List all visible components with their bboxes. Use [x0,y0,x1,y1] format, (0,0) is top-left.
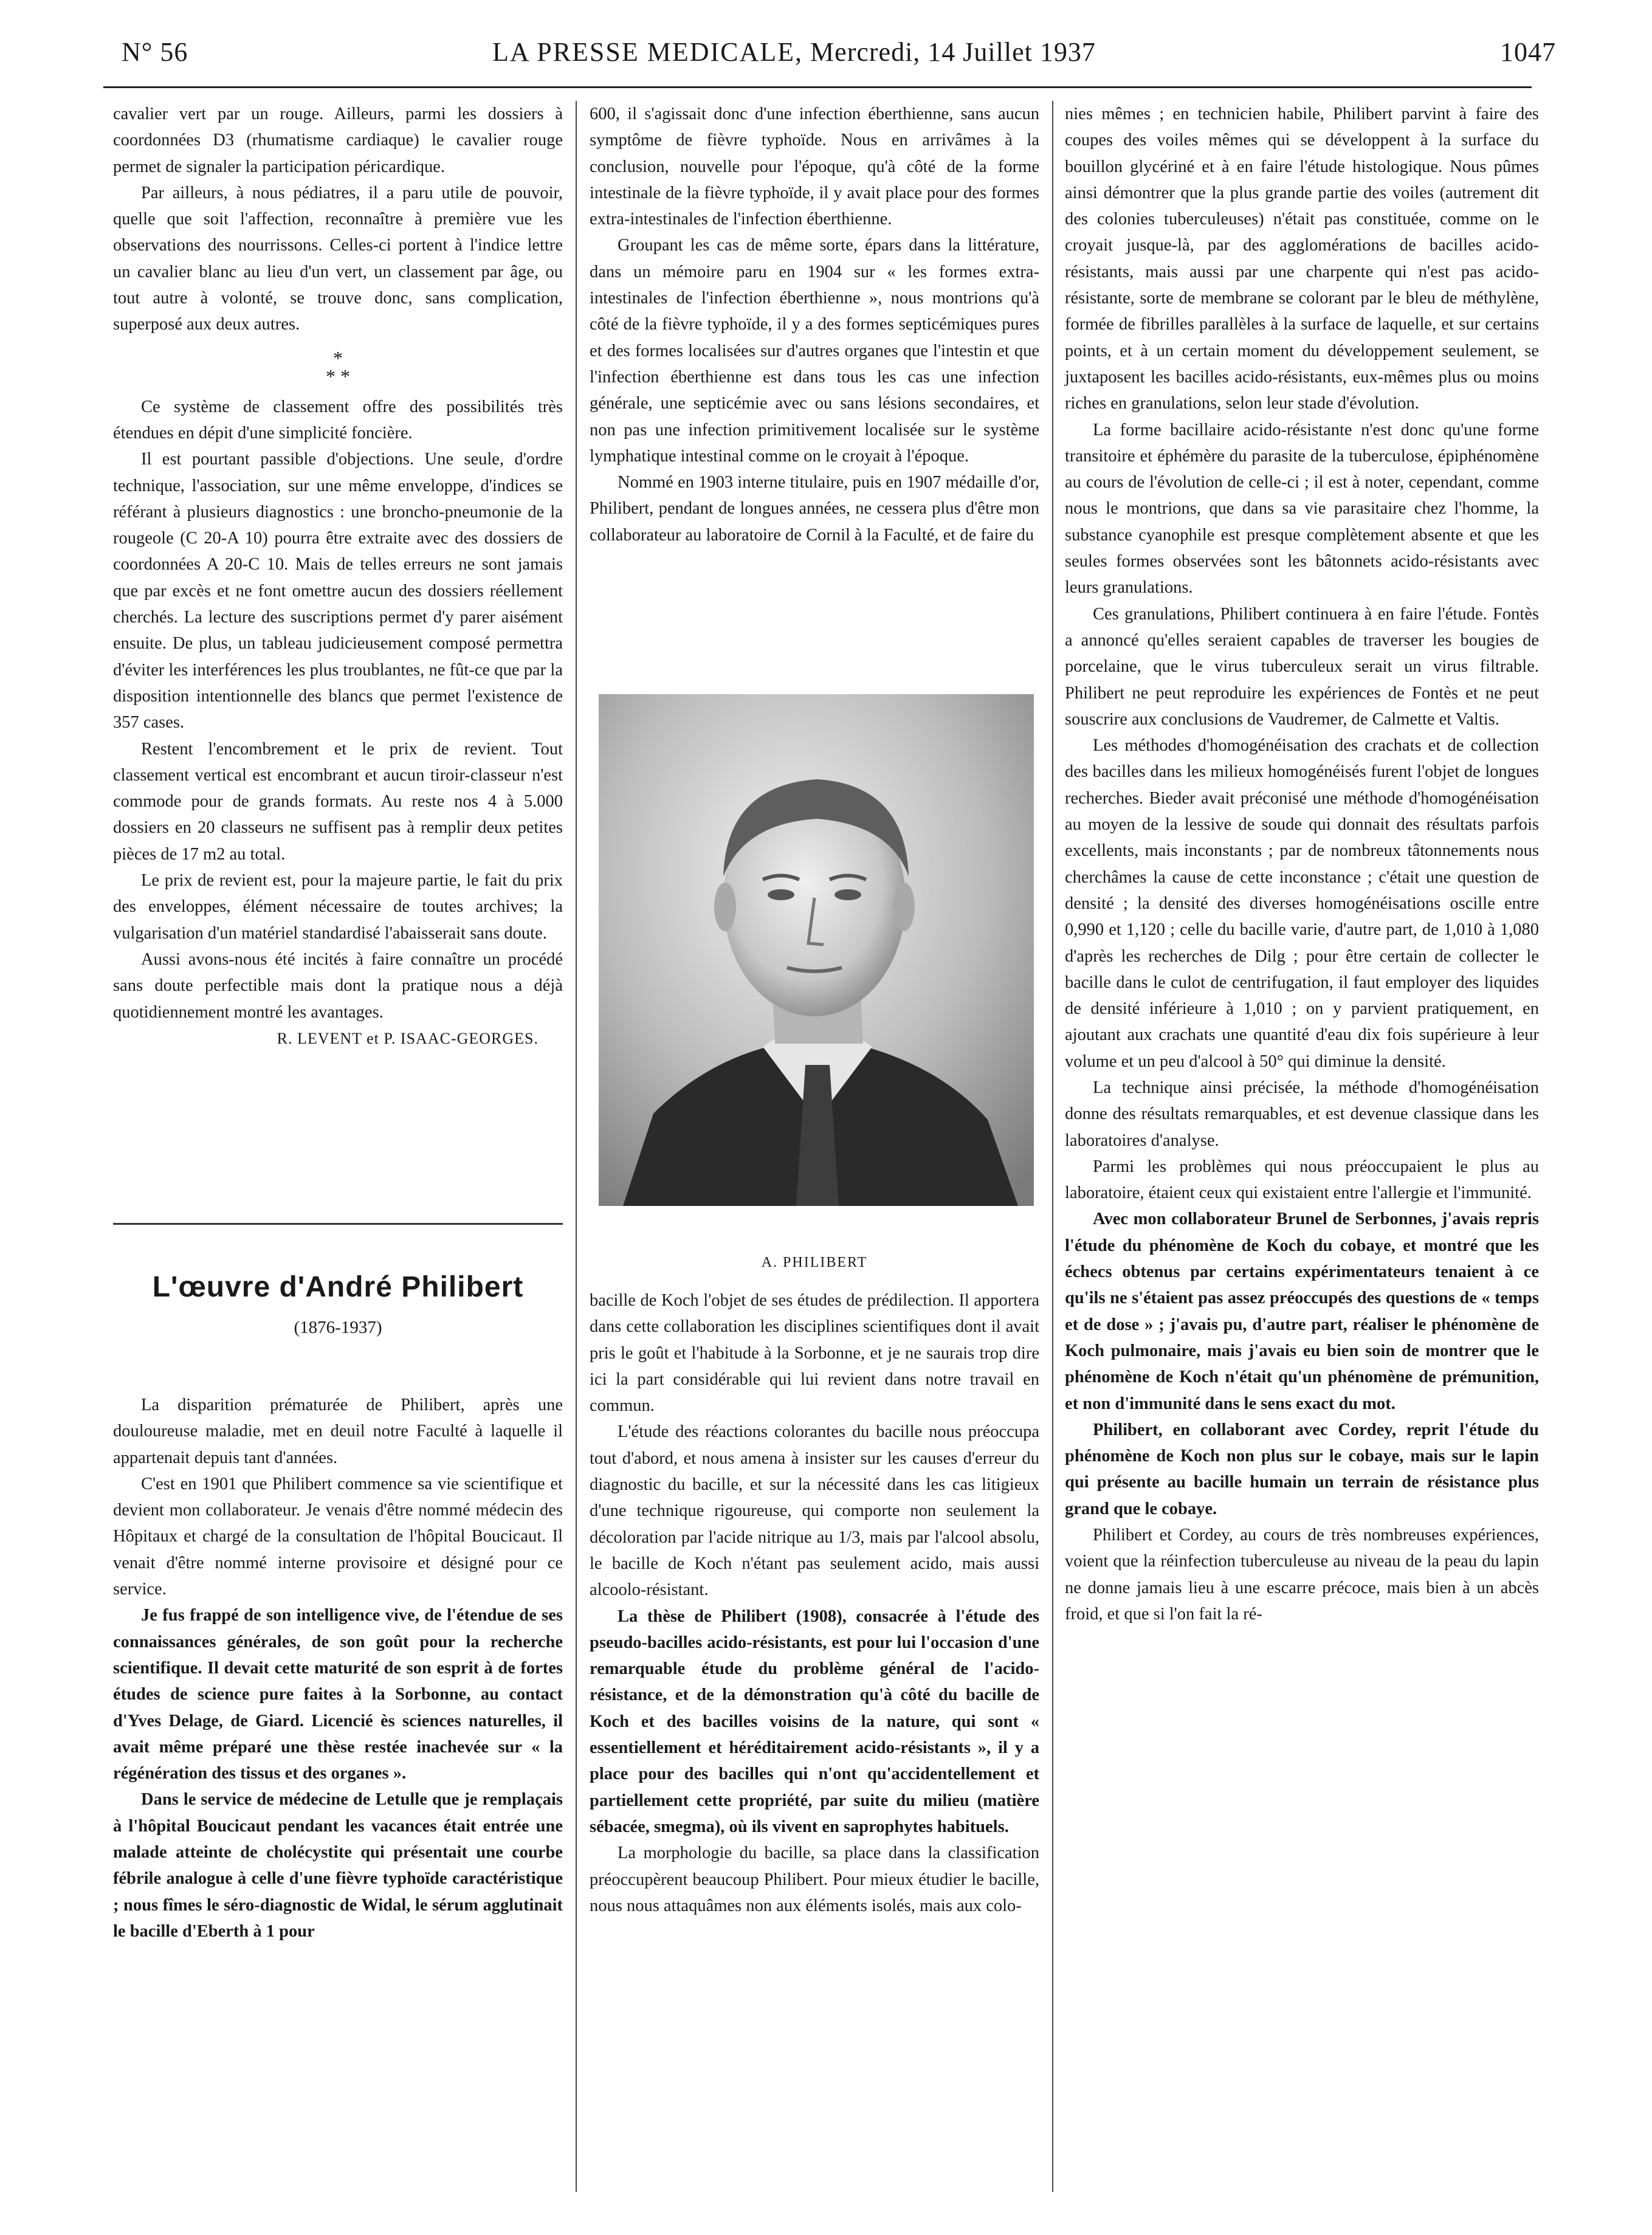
paragraph: L'étude des réactions colorantes du bacille nous préoccupa tout d'abord, et nous amena à insister sur les causes d'erreur du diagnostic du bacille, et sur la nécessité dans les cas litigieux d'une technique rigoureuse, qui comporte non seulement la décoloration par l'acide nitrique au 1/3, mais par l'alcool absolu, le bacille de Koch n'étant pas seulement acido, mais aussi alcoolo-résistant. [590,1422,1039,1600]
paragraph: Parmi les problèmes qui nous préoccupaient le plus au laboratoire, étaient ceux qui existaient entre l'allergie et l'immunité. [1065,1157,1539,1203]
column-rule-left [576,101,577,2192]
paragraph: Philibert et Cordey, au cours de très nombreuses expériences, voient que la réinfection tuberculeuse au niveau de la peau du lapin ne donne jamais lieu à une escarre précoce, mais bien à un abcès froid, et que si l'on fait la ré- [1065,1526,1539,1624]
column-2-bottom [590,1287,1039,1919]
paragraph: La disparition prématurée de Philibert, après une douloureuse maladie, met en deuil notre Faculté à laquelle il appartenait depuis tant d'années. [113,1396,563,1467]
article-title: L'œuvre d'André Philibert [152,1271,524,1303]
paragraph: Restent l'encombrement et le prix de revient. Tout classement vertical est encombrant et aucun tiroir-classeur n'est commode pour de grands formats. Au reste nos 4 à 5.000 dossiers en 20 classeurs ne suffisent pas à remplir deux petites pièces de 17 m2 au total. [113,739,563,864]
paragraph: Nommé en 1903 interne titulaire, puis en 1907 médaille d'or, Philibert, pendant de longues années, ne cessera plus d'être mon collaborateur au laboratoire de Cornil à la Faculté, et de faire du [590,473,1039,545]
photo-caption: A. PHILIBERT [761,1255,868,1270]
paragraph: Par ailleurs, à nous pédiatres, il a paru utile de pouvoir, quelle que soit l'affection, reconnaître à première vue les observations des nourrissons. Celles-ci portent à l'indice lettre un cavalier blanc au lieu d'un vert, un classement par âge, ou tout autre à volonté, se trouve donc, sans complication, superposé aux deux autres. [113,183,563,334]
journal-masthead [492,36,1096,67]
paragraph: La forme bacillaire acido-résistante n'est donc qu'une forme transitoire et éphémère du parasite de la tuberculose, épiphénomène au cours de l'évolution de celle-ci ; il est à noter, cependant, comme nous le montrions, que dans sa vie parasitaire chez l'homme, la substance cyanophile est presque complètement absente et que les seules formes observées sont les bâtonnets acido-résistants avec leurs granulations. [1065,420,1539,597]
paragraph: Les méthodes d'homogénéisation des crachats et de collection des bacilles dans les milieux homogénéisés furent l'objet de longues recherches. Bieder avait préconisé une méthode d'homogénéisation au moyen de la lessive de soude qui donnait des résultats parfois excellents, mais inconstants ; par de nombreux tâtonnements nous cherchâmes la cause de cette inconstance ; c'était une question de densité ; la densité des diverses homogénéisations oscille entre 0,990 et 1,120 ; celle du bacille varie, d'autre part, de 1,010 à 1,080 d'après les recherches de Dilg ; pour être certain de collecter le bacille dans le culot de centrifugation, il faut employer des liquides de densité inférieure à 1,010 ; on y parvient pratiquement, en ajoutant aux crachats une quantité d'eau dix fois supérieure à leur volume et un peu d'alcool à 50° qui diminue la densité. [1065,736,1539,1071]
paragraph: Il est pourtant passible d'objections. Une seule, d'ordre technique, l'association, sur une même enveloppe, d'indices se référant à plusieurs diagnostics : une broncho-pneumonie de la rougeole (C 20-A 10) pourra être extraite avec des dossiers de coordonnées A 20-C 10. Mais de telles erreurs ne sont jamais que par excès et ne font omettre aucun des dossiers réellement cherchés. La lecture des suscriptions permet d'y parer aisément ensuite. De plus, un tableau judicieusement composé permettra d'éviter les interférences les plus troublantes, ne fût-ce que par la disposition intentionnelle des blancs que permet l'existence de 357 cases. [113,450,563,732]
paragraph: Le prix de revient est, pour la majeure partie, le fait du prix des enveloppes, élément nécessaire de toutes archives; la vulgarisation d'un matériel standardisé l'abaisserait sans doute. [113,871,563,943]
paragraph: Ces granulations, Philibert continuera à en faire l'étude. Fontès a annoncé qu'elles seraient capables de traverser les bougies de porcelaine, que le virus tuberculeux serait un virus filtrable. Philibert ne peut reproduire les expériences de Fontès et ne peut souscrire aux conclusions de Vaudremer, de Calmette et Valtis. [1065,604,1539,729]
paragraph: La technique ainsi précisée, la méthode d'homogénéisation donne des résultats remarquables, et est devenue classique dans les laboratoires d'analyse. [1065,1078,1539,1150]
paragraph: Ce système de classement offre des possibilités très étendues en dépit d'une simplicité foncière. [113,397,563,443]
page-number: 1047 [1500,37,1556,67]
column-1-article [113,1392,563,1944]
section-separator [113,346,563,387]
paragraph: bacille de Koch l'objet de ses études de prédilection. Il apportera dans cette collaboration les disciplines scientifiques dont il avait pris le goût et l'habitude à la Sorbonne, et je ne saurais trop dire ici la part considérable qui lui revient dans notre travail en commun. [590,1291,1039,1416]
column-rule-right [1052,101,1053,2192]
paragraph: La thèse de Philibert (1908), consacrée à l'étude des pseudo-bacilles acido-résistants, est pour lui l'occasion d'une remarquable étude du problème général de l'acido-résistance, et de la démonstration qu'à côté du bacille de Koch et des bacilles voisins de la nature, qui sont « essentiellement et héréditairement acido-résistants », il y a place pour des bacilles qui n'ont qu'accidentellement et partiellement cette propriété, par suite du milieu (matière sébacée, smegma), où ils vivent en saprophytes habituels. [590,1607,1039,1836]
paragraph: cavalier vert par un rouge. Ailleurs, parmi les dossiers à coordonnées D3 (rhumatisme cardiaque) le cavalier rouge permet de signaler la participation péricardique. [113,105,563,176]
separator-star: * [333,346,343,369]
running-header [122,34,1556,77]
column-2-top [590,101,1039,548]
column-3 [1065,101,1539,1627]
paragraph: Aussi avons-nous été incités à faire connaître un procédé sans doute perfectible mais dont la pratique nous a déjà quotidiennement montré les avantages. [113,949,563,1022]
header-rule [103,86,1532,88]
article-dates: (1876-1937) [294,1318,382,1337]
paragraph: 600, il s'agissait donc d'une infection éberthienne, sans aucun symptôme de fièvre typhoïde. Nous en arrivâmes à la conclusion, nouvelle pour l'époque, qu'à côté de la forme intestinale de la fièvre typhoïde, il y avait place pour des formes extra-intestinales de l'infection éberthienne. [590,105,1039,229]
column-1-previous-article [113,101,563,1052]
author-signature: R. LEVENT et P. ISAAC-GEORGES. [277,1029,539,1047]
paragraph: C'est en 1901 que Philibert commence sa vie scientifique et devient mon collaborateur. Je venais d'être nommé médecin des Hôpitaux et chargé de la consultation de l'hôpital Boucicaut. Il venait d'être nommé interne provisoire et désigné pour ce service. [113,1474,563,1599]
section-rule [113,1223,563,1225]
portrait-photo [599,694,1034,1206]
paragraph: Avec mon collaborateur Brunel de Serbonnes, j'avais repris l'étude du phénomène de Koch du cobaye, et montré que les échecs obtenus par certains expérimentateurs tenaient à ce qu'ils ne s'étaient pas assez préoccupés des questions de « temps et de dose » ; j'avais pu, d'autre part, réaliser le phénomène de Koch pulmonaire, mais j'avais eu bien soin de montrer que le phénomène de Koch n'était qu'un phénomène de prémunition, et non d'immunité dans le sens exact du mot. [1065,1210,1539,1413]
separator-stars: * * [326,365,350,387]
paragraph: La morphologie du bacille, sa place dans la classification préoccupèrent beaucoup Philibert. Pour mieux étudier le bacille, nous nous attaquâmes non aux éléments isolés, mais aux colo- [590,1844,1039,1915]
portrait-illustration [599,694,1034,1206]
journal-name: LA PRESSE MEDICALE, [492,37,804,67]
paragraph: Je fus frappé de son intelligence vive, de l'étendue de ses connaissances générales, de son goût pour la recherche scientifique. Il devait cette maturité de son esprit à de fortes études de science pure faites à la Sorbonne, au contact d'Yves Delage, de Giard. Licencié ès sciences naturelles, il avait même préparé une thèse restée inachevée sur « la régénération des tissus et des organes ». [113,1606,563,1783]
issue-date: Mercredi, 14 Juillet 1937 [810,37,1096,67]
issue-number: N° 56 [122,37,188,67]
paragraph: Philibert, en collaborant avec Cordey, reprit l'étude du phénomène de Koch non plus sur le cobaye, mais sur le lapin qui présente au bacille humain un terrain de résistance plus grand que le cobaye. [1065,1420,1539,1518]
paragraph: nies mêmes ; en technicien habile, Philibert parvint à faire des coupes des voiles mêmes qui se développent à la surface du bouillon glycériné et à en faire l'étude histologique. Nous pûmes ainsi démontrer que la plus grande partie des voiles (autrement dit des colonies tuberculeuses) n'était pas constituée, comme on le croyait jusque-là, par des agglomérations de bacilles acido-résistants, mais aussi par une charpente qui n'est pas acido-résistante, sorte de membrane se colorant par le bleu de méthylène, formée de fibrilles parallèles à la surface de laquelle, et sur certains points, et à un certain moment du développement seulement, se juxtaposent les bacilles acido-résistants, eux-mêmes plus ou moins riches en granulations, selon leur stade d'évolution. [1065,105,1539,413]
paragraph: Groupant les cas de même sorte, épars dans la littérature, dans un mémoire paru en 1904 sur « les formes extra-intestinales de l'infection éberthienne », nous montrions qu'à côté de la fièvre typhoïde, il y a des formes septicémiques pures et des formes localisées sur d'autres organes que l'intestin et que l'infection éberthienne est dans tous les cas une infection générale, une septicémie avec ou sans lésions secondaires, et non pas une infection primitivement localisée sur le système lymphatique intestinal comme on le croyait à l'époque. [590,236,1039,466]
paragraph: Dans le service de médecine de Letulle que je remplaçais à l'hôpital Boucicaut pendant les vacances était entrée une malade atteinte de cholécystite qui présentait une courbe fébrile analogue à celle d'une fièvre typhoïde caractéristique ; nous fîmes le séro-diagnostic de Widal, le sérum agglutinait le bacille d'Eberth à 1 pour [113,1790,563,1941]
